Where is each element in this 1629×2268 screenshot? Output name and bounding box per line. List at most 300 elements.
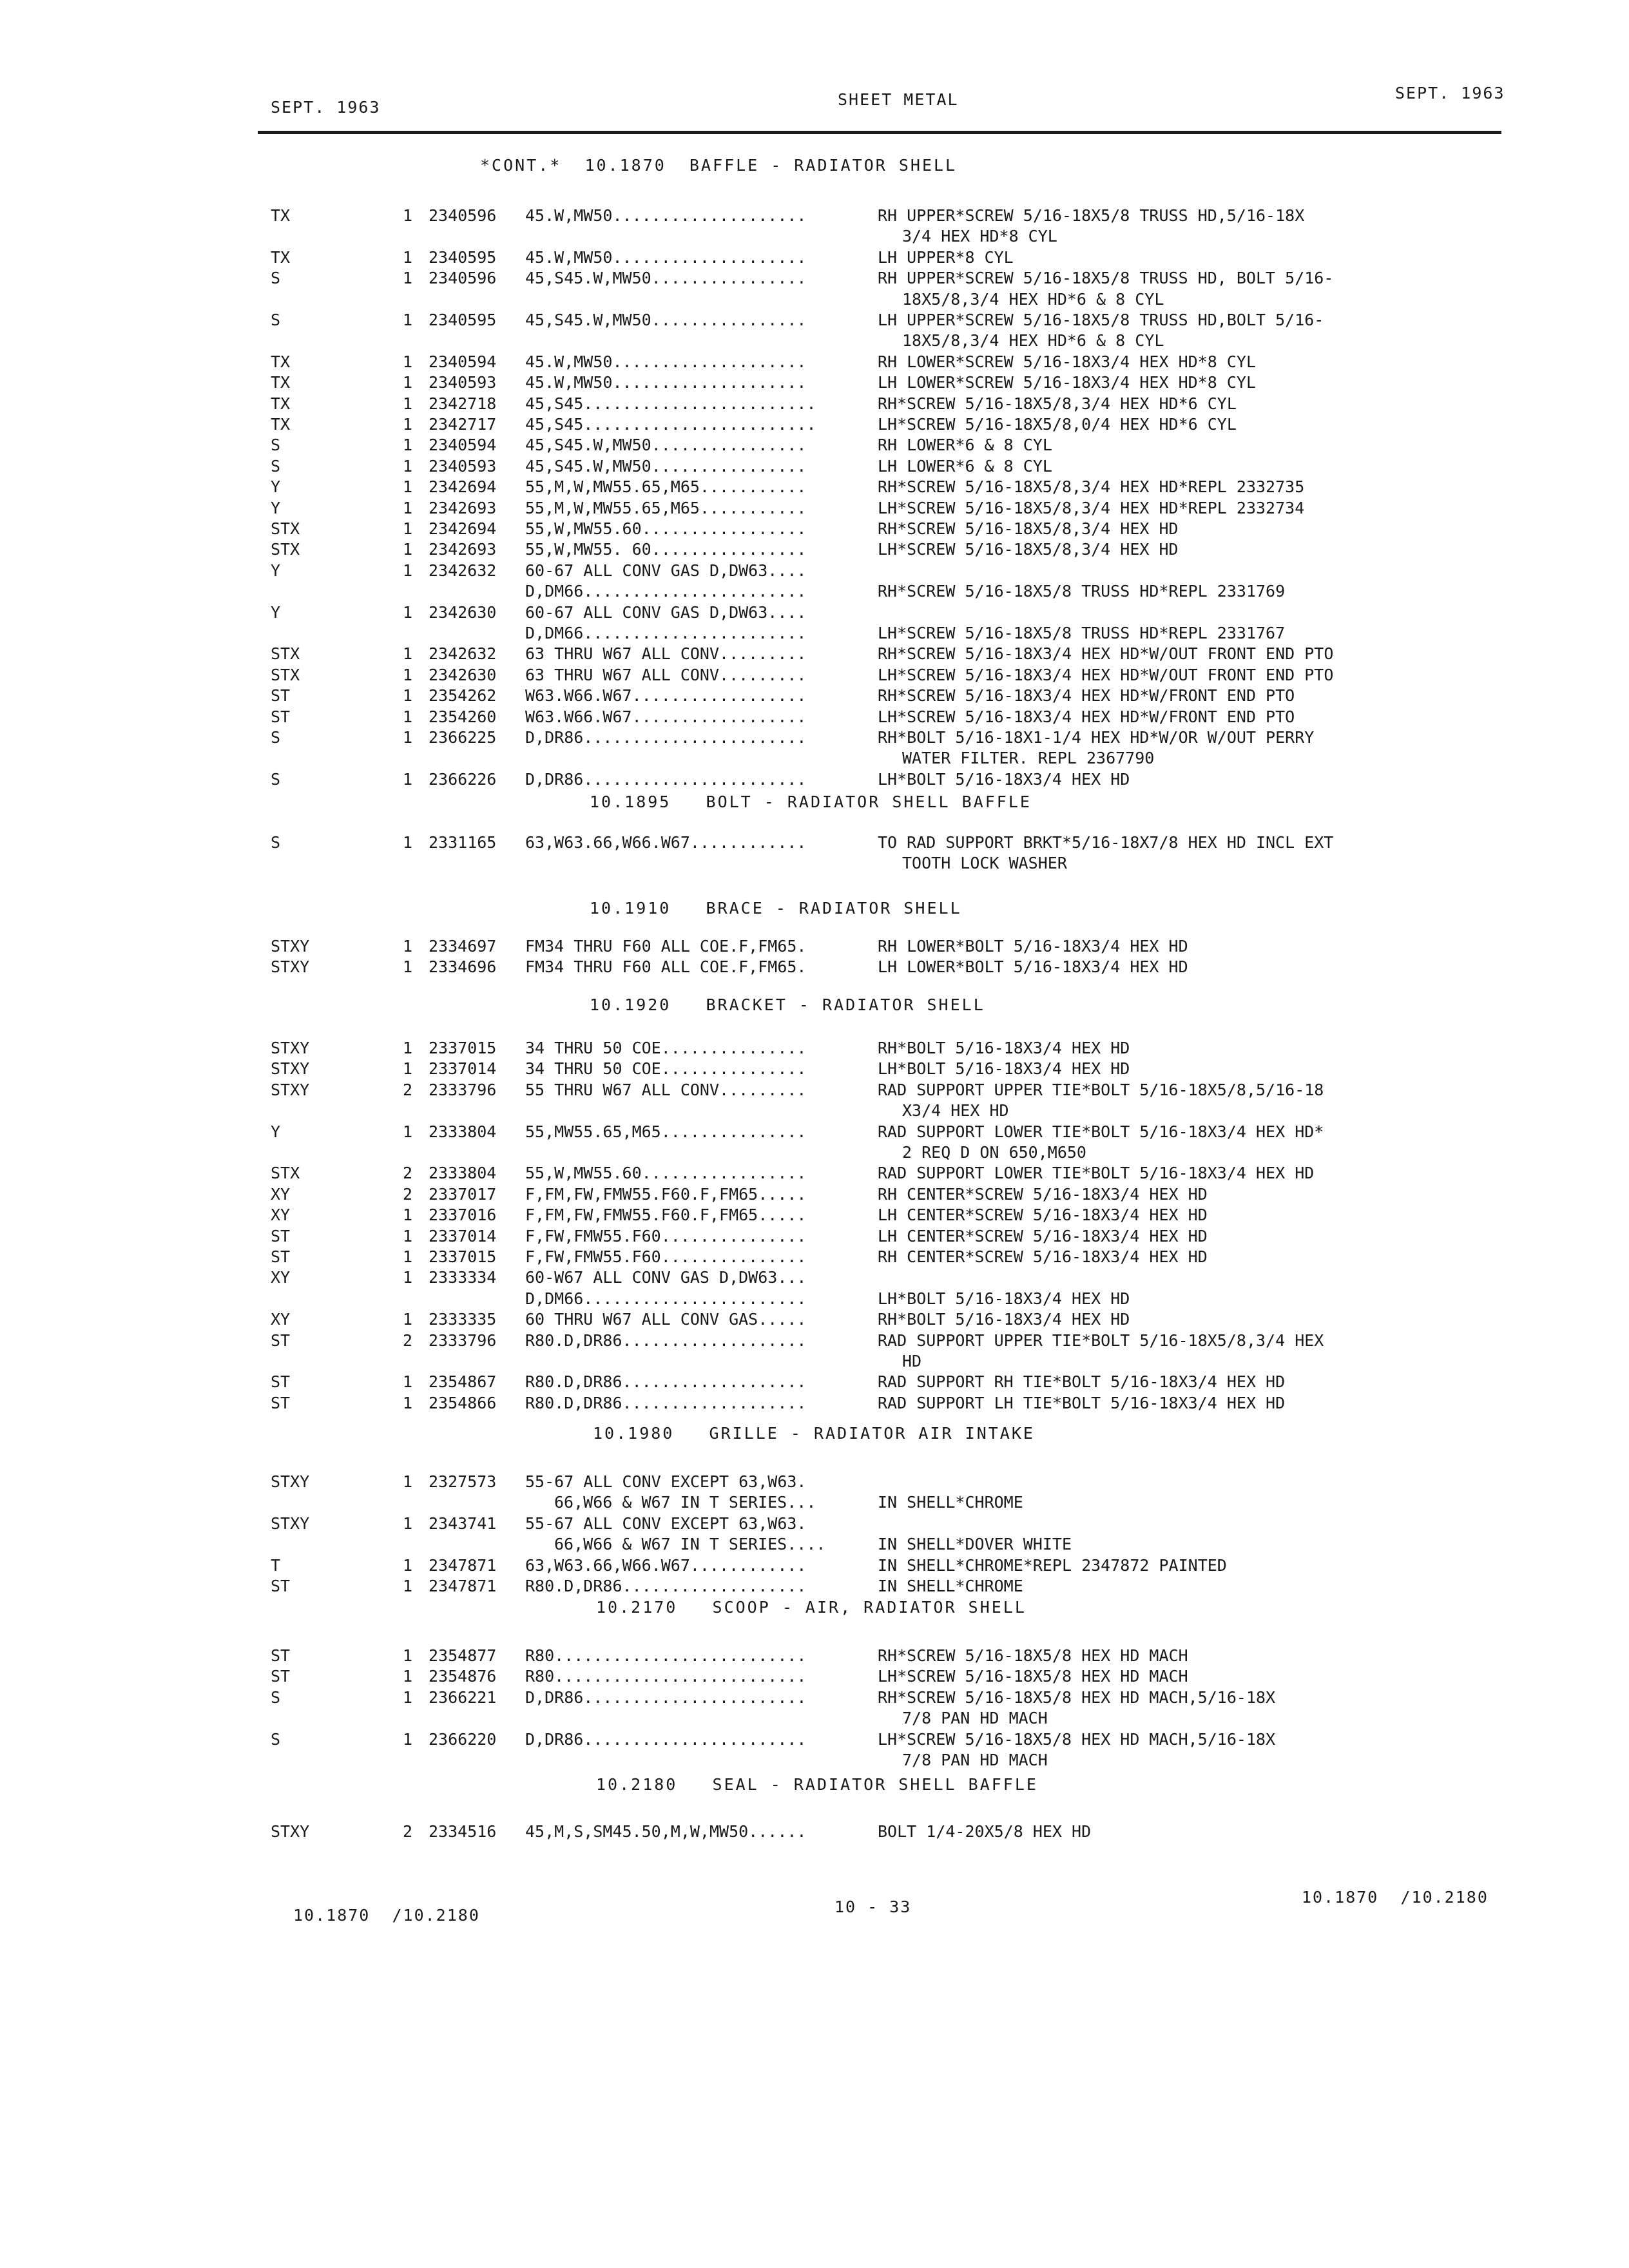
model-applicability: 45.W,MW50....................	[525, 373, 807, 392]
quantity: 1	[403, 247, 413, 267]
part-description: RH*SCREW 5/16-18X5/8,3/4 HEX HD	[878, 519, 1179, 538]
model-applicability: R80..........................	[525, 1646, 807, 1665]
quantity: 2	[403, 1080, 413, 1099]
part-number: 2337015	[429, 1247, 497, 1266]
part-number: 2333335	[429, 1310, 497, 1329]
model-applicability: 55-67 ALL CONV EXCEPT 63,W63.	[525, 1472, 807, 1491]
vehicle-code: STXY	[271, 1822, 310, 1841]
model-applicability: 55,M,W,MW55.65,M65...........	[525, 477, 807, 497]
quantity: 1	[403, 833, 413, 852]
model-applicability: D,DR86.......................	[525, 1729, 807, 1749]
description-continuation: IN SHELL*DOVER WHITE	[878, 1535, 1072, 1554]
vehicle-code: STX	[271, 644, 300, 664]
part-row	[0, 1247, 1629, 1268]
model-applicability: 45,S45........................	[525, 394, 816, 413]
part-description: RH LOWER*SCREW 5/16-18X3/4 HEX HD*8 CYL	[878, 352, 1256, 371]
model-applicability: 60-67 ALL CONV GAS D,DW63....	[525, 561, 807, 580]
part-row	[0, 1164, 1629, 1184]
part-row	[0, 1206, 1629, 1226]
part-number: 2334516	[429, 1822, 497, 1841]
part-description: RAD SUPPORT LOWER TIE*BOLT 5/16-18X3/4 HEX HD*	[878, 1122, 1324, 1141]
quantity: 1	[403, 1729, 413, 1749]
model-applicability: R80.D,DR86...................	[525, 1372, 807, 1392]
quantity: 1	[403, 957, 413, 977]
part-row	[0, 644, 1629, 665]
part-number: 2337017	[429, 1184, 497, 1204]
quantity: 2	[403, 1822, 413, 1841]
part-description: RAD SUPPORT LOWER TIE*BOLT 5/16-18X3/4 HEX HD	[878, 1164, 1315, 1183]
part-description: RH*SCREW 5/16-18X5/8 HEX HD MACH,5/16-18X	[878, 1687, 1276, 1707]
part-description: RAD SUPPORT UPPER TIE*BOLT 5/16-18X5/8,5/16-18	[878, 1080, 1324, 1099]
description-continuation: WATER FILTER. REPL 2367790	[902, 749, 1155, 768]
part-number: 2342693	[429, 498, 497, 517]
description-continuation: X3/4 HEX HD	[902, 1101, 1009, 1120]
model-applicability: F,FM,FW,FMW55.F60.F,FM65.....	[525, 1206, 807, 1225]
section-title: 10.2170 SCOOP - AIR, RADIATOR SHELL	[596, 1598, 1027, 1617]
model-applicability: F,FM,FW,FMW55.F60.F,FM65.....	[525, 1184, 807, 1204]
description-continuation: 18X5/8,3/4 HEX HD*6 & 8 CYL	[902, 289, 1164, 309]
vehicle-code: S	[271, 769, 281, 789]
quantity: 1	[403, 644, 413, 664]
part-description: LH LOWER*SCREW 5/16-18X3/4 HEX HD*8 CYL	[878, 373, 1256, 392]
quantity: 1	[403, 728, 413, 747]
quantity: 1	[403, 394, 413, 413]
quantity: 1	[403, 1039, 413, 1057]
part-number: 2342694	[429, 477, 497, 497]
part-description: RH UPPER*SCREW 5/16-18X5/8 TRUSS HD, BOLT 5/16-	[878, 269, 1334, 288]
model-continuation: D,DM66.......................	[525, 624, 807, 642]
part-row	[0, 540, 1629, 561]
part-number: 2334697	[429, 937, 497, 956]
model-applicability: 45,M,S,SM45.50,M,W,MW50......	[525, 1822, 807, 1841]
quantity: 1	[403, 456, 413, 476]
part-number: 2366226	[429, 769, 497, 789]
quantity: 1	[403, 1393, 413, 1412]
quantity: 1	[403, 1268, 413, 1287]
model-applicability: 45,S45.W,MW50................	[525, 311, 807, 329]
vehicle-code: ST	[271, 1226, 291, 1245]
part-number: 2342630	[429, 665, 497, 684]
part-description: RH LOWER*6 & 8 CYL	[878, 436, 1052, 455]
quantity: 1	[403, 1206, 413, 1225]
vehicle-code: ST	[271, 1393, 291, 1412]
model-applicability: D,DR86.......................	[525, 728, 807, 747]
vehicle-code: ST	[271, 1247, 291, 1266]
model-applicability: R80.D,DR86...................	[525, 1331, 807, 1350]
model-continuation: 66,W66 & W67 IN T SERIES....	[554, 1535, 826, 1554]
part-row	[0, 1331, 1629, 1352]
part-description: RH*SCREW 5/16-18X3/4 HEX HD*W/FRONT END PTO	[878, 686, 1295, 706]
part-number: 2333804	[429, 1122, 497, 1141]
vehicle-code: STXY	[271, 1080, 310, 1099]
vehicle-code: TX	[271, 247, 291, 267]
vehicle-code: STX	[271, 1164, 300, 1183]
vehicle-code: Y	[271, 1122, 281, 1141]
model-continuation: D,DM66.......................	[525, 1289, 807, 1308]
part-row	[0, 457, 1629, 477]
vehicle-code: STX	[271, 540, 300, 559]
part-number: 2340594	[429, 436, 497, 455]
quantity: 1	[403, 1472, 413, 1491]
description-continuation: LH*SCREW 5/16-18X5/8 TRUSS HD*REPL 2331767	[878, 624, 1286, 642]
part-description: LH*SCREW 5/16-18X3/4 HEX HD*W/FRONT END PTO	[878, 707, 1295, 726]
model-applicability: 34 THRU 50 COE...............	[525, 1059, 807, 1079]
part-row	[0, 206, 1629, 227]
vehicle-code: XY	[271, 1206, 291, 1225]
vehicle-code: STX	[271, 519, 300, 538]
description-continuation: TOOTH LOCK WASHER	[902, 854, 1067, 873]
part-number: 2354260	[429, 707, 497, 726]
description-continuation: RH*SCREW 5/16-18X5/8 TRUSS HD*REPL 2331769	[878, 582, 1286, 601]
quantity: 1	[403, 1310, 413, 1329]
model-applicability: 45.W,MW50....................	[525, 247, 807, 267]
header-date-right: SEPT. 1963	[1395, 84, 1505, 102]
part-row	[0, 1227, 1629, 1247]
model-applicability: 45.W,MW50....................	[525, 206, 807, 225]
part-number: 2354262	[429, 686, 497, 706]
quantity: 2	[403, 1331, 413, 1350]
part-row	[0, 1514, 1629, 1535]
part-number: 2342694	[429, 519, 497, 538]
quantity: 1	[403, 1122, 413, 1141]
model-applicability: D,DR86.......................	[525, 1687, 807, 1707]
part-row	[0, 1646, 1629, 1667]
quantity: 1	[403, 519, 413, 538]
part-description: RH CENTER*SCREW 5/16-18X3/4 HEX HD	[878, 1184, 1208, 1204]
part-number: 2340593	[429, 456, 497, 476]
part-row	[0, 1822, 1629, 1843]
part-number: 2340593	[429, 373, 497, 392]
vehicle-code: STXY	[271, 1059, 310, 1079]
quantity: 1	[403, 352, 413, 371]
part-number: 2354877	[429, 1646, 497, 1665]
part-number: 2337015	[429, 1039, 497, 1057]
part-number: 2354866	[429, 1393, 497, 1412]
vehicle-code: ST	[271, 707, 291, 726]
part-description: RH*SCREW 5/16-18X5/8,3/4 HEX HD*6 CYL	[878, 394, 1237, 413]
part-row	[0, 1039, 1629, 1059]
model-applicability: D,DR86.......................	[525, 769, 807, 789]
part-row	[0, 686, 1629, 707]
part-number: 2331165	[429, 833, 497, 852]
part-row	[0, 1268, 1629, 1289]
vehicle-code: XY	[271, 1310, 291, 1329]
part-row	[0, 436, 1629, 456]
vehicle-code: TX	[271, 415, 291, 434]
part-description: RH CENTER*SCREW 5/16-18X3/4 HEX HD	[878, 1247, 1208, 1266]
model-applicability: 63 THRU W67 ALL CONV.........	[525, 644, 807, 664]
model-applicability: 55,MW55.65,M65...............	[525, 1122, 807, 1141]
model-applicability: FM34 THRU F60 ALL COE.F,FM65.	[525, 937, 807, 956]
part-row	[0, 352, 1629, 373]
part-number: 2333804	[429, 1164, 497, 1183]
vehicle-code: S	[271, 456, 281, 476]
part-description: LH*SCREW 5/16-18X5/8 HEX HD MACH	[878, 1667, 1188, 1686]
vehicle-code: STXY	[271, 1472, 310, 1491]
quantity: 1	[403, 1667, 413, 1686]
part-description: LH LOWER*BOLT 5/16-18X3/4 HEX HD	[878, 957, 1188, 977]
section-title: *CONT.* 10.1870 BAFFLE - RADIATOR SHELL	[480, 156, 958, 175]
description-continuation: 2 REQ D ON 650,M650	[902, 1143, 1086, 1162]
model-applicability: 63,W63.66,W66.W67............	[525, 833, 807, 852]
vehicle-code: TX	[271, 394, 291, 413]
part-number: 2342693	[429, 540, 497, 559]
part-row	[0, 707, 1629, 728]
model-applicability: 60-W67 ALL CONV GAS D,DW63...	[525, 1268, 807, 1287]
part-number: 2366225	[429, 728, 497, 747]
part-description: LH UPPER*8 CYL	[878, 247, 1014, 267]
vehicle-code: STX	[271, 665, 300, 684]
header-date-left: SEPT. 1963	[271, 98, 381, 117]
quantity: 1	[403, 311, 413, 329]
part-number: 2347871	[429, 1555, 497, 1575]
vehicle-code: S	[271, 833, 281, 852]
part-row	[0, 1556, 1629, 1577]
part-description: RH*SCREW 5/16-18X5/8 HEX HD MACH	[878, 1646, 1188, 1665]
part-row	[0, 957, 1629, 978]
quantity: 1	[403, 686, 413, 706]
model-continuation: 66,W66 & W67 IN T SERIES...	[554, 1493, 816, 1512]
description-continuation: 18X5/8,3/4 HEX HD*6 & 8 CYL	[902, 331, 1164, 351]
vehicle-code: STXY	[271, 1514, 310, 1533]
model-applicability: 45,S45.W,MW50................	[525, 436, 807, 455]
part-number: 2343741	[429, 1514, 497, 1533]
part-description: LH CENTER*SCREW 5/16-18X3/4 HEX HD	[878, 1226, 1208, 1245]
page-number: 10 - 33	[834, 1898, 912, 1916]
quantity: 1	[403, 1247, 413, 1266]
part-description: RAD SUPPORT LH TIE*BOLT 5/16-18X3/4 HEX HD	[878, 1393, 1286, 1412]
part-row	[0, 1059, 1629, 1080]
model-applicability: W63.W66.W67..................	[525, 686, 807, 706]
vehicle-code: S	[271, 1687, 281, 1707]
model-applicability: 55,W,MW55.60.................	[525, 519, 807, 538]
part-row	[0, 415, 1629, 436]
part-number: 2354876	[429, 1667, 497, 1686]
part-number: 2366221	[429, 1687, 497, 1707]
part-description: LH*SCREW 5/16-18X5/8,3/4 HEX HD	[878, 540, 1179, 559]
part-description: RH LOWER*BOLT 5/16-18X3/4 HEX HD	[878, 937, 1188, 956]
vehicle-code: ST	[271, 1646, 291, 1665]
section-title: 10.2180 SEAL - RADIATOR SHELL BAFFLE	[596, 1775, 1038, 1794]
part-row	[0, 311, 1629, 331]
vehicle-code: TX	[271, 206, 291, 225]
part-row	[0, 1667, 1629, 1687]
vehicle-code: XY	[271, 1184, 291, 1204]
part-row	[0, 1185, 1629, 1206]
part-number: 2334696	[429, 957, 497, 977]
model-applicability: 55,W,MW55. 60................	[525, 540, 807, 559]
model-applicability: R80.D,DR86...................	[525, 1577, 807, 1595]
model-continuation: D,DM66.......................	[525, 582, 807, 601]
vehicle-code: Y	[271, 498, 281, 517]
quantity: 1	[403, 436, 413, 455]
part-row	[0, 1122, 1629, 1143]
vehicle-code: TX	[271, 352, 291, 371]
model-applicability: F,FW,FMW55.F60...............	[525, 1247, 807, 1266]
part-row	[0, 499, 1629, 519]
model-applicability: 45,S45.W,MW50................	[525, 456, 807, 476]
part-row	[0, 269, 1629, 289]
section-title: 10.1895 BOLT - RADIATOR SHELL BAFFLE	[590, 793, 1032, 811]
part-row	[0, 833, 1629, 854]
vehicle-code: S	[271, 269, 281, 288]
quantity: 1	[403, 769, 413, 789]
model-applicability: 63,W63.66,W66.W67............	[525, 1555, 807, 1575]
vehicle-code: S	[271, 311, 281, 329]
part-row	[0, 477, 1629, 498]
quantity: 1	[403, 1059, 413, 1079]
model-applicability: 63 THRU W67 ALL CONV.........	[525, 665, 807, 684]
part-number: 2342632	[429, 644, 497, 664]
part-number: 2333796	[429, 1080, 497, 1099]
part-description: RH*BOLT 5/16-18X1-1/4 HEX HD*W/OR W/OUT PERRY	[878, 728, 1315, 747]
quantity: 1	[403, 1514, 413, 1533]
part-number: 2342630	[429, 602, 497, 622]
vehicle-code: S	[271, 728, 281, 747]
description-continuation: 7/8 PAN HD MACH	[902, 1709, 1048, 1728]
part-description: LH*SCREW 5/16-18X5/8,0/4 HEX HD*6 CYL	[878, 415, 1237, 434]
part-number: 2337014	[429, 1059, 497, 1079]
vehicle-code: ST	[271, 686, 291, 706]
part-description: BOLT 1/4-20X5/8 HEX HD	[878, 1822, 1092, 1841]
quantity: 2	[403, 1184, 413, 1204]
part-row	[0, 1730, 1629, 1751]
quantity: 1	[403, 206, 413, 225]
model-applicability: 60-67 ALL CONV GAS D,DW63....	[525, 602, 807, 622]
quantity: 1	[403, 707, 413, 726]
vehicle-code: STXY	[271, 1039, 310, 1057]
part-row	[0, 728, 1629, 749]
vehicle-code: ST	[271, 1577, 291, 1595]
part-description: LH CENTER*SCREW 5/16-18X3/4 HEX HD	[878, 1206, 1208, 1225]
quantity: 1	[403, 540, 413, 559]
part-description: IN SHELL*CHROME*REPL 2347872 PAINTED	[878, 1555, 1227, 1575]
part-description: RH*BOLT 5/16-18X3/4 HEX HD	[878, 1039, 1130, 1057]
quantity: 1	[403, 415, 413, 434]
part-row	[0, 1372, 1629, 1393]
vehicle-code: ST	[271, 1372, 291, 1392]
model-applicability: 45,S45........................	[525, 415, 816, 434]
vehicle-code: Y	[271, 602, 281, 622]
model-applicability: 34 THRU 50 COE...............	[525, 1039, 807, 1057]
description-continuation: 3/4 HEX HD*8 CYL	[902, 227, 1057, 246]
quantity: 1	[403, 1687, 413, 1707]
part-description: RAD SUPPORT RH TIE*BOLT 5/16-18X3/4 HEX HD	[878, 1372, 1286, 1392]
vehicle-code: XY	[271, 1268, 291, 1287]
part-number: 2337014	[429, 1226, 497, 1245]
part-number: 2342718	[429, 394, 497, 413]
section-title: 10.1910 BRACE - RADIATOR SHELL	[590, 899, 962, 918]
vehicle-code: STXY	[271, 937, 310, 956]
description-continuation: 7/8 PAN HD MACH	[902, 1751, 1048, 1769]
quantity: 1	[403, 937, 413, 956]
part-number: 2366220	[429, 1729, 497, 1749]
header-rule	[258, 131, 1501, 134]
header-title: SHEET METAL	[838, 90, 959, 109]
vehicle-code: Y	[271, 561, 281, 580]
model-applicability: W63.W66.W67..................	[525, 707, 807, 726]
part-number: 2340594	[429, 352, 497, 371]
part-row	[0, 1472, 1629, 1493]
part-number: 2340596	[429, 206, 497, 225]
part-description: RH*SCREW 5/16-18X5/8,3/4 HEX HD*REPL 2332735	[878, 477, 1305, 497]
vehicle-code: S	[271, 1729, 281, 1749]
model-applicability: R80.D,DR86...................	[525, 1393, 807, 1412]
part-row	[0, 561, 1629, 582]
quantity: 1	[403, 665, 413, 684]
part-number: 2354867	[429, 1372, 497, 1392]
part-description: LH*BOLT 5/16-18X3/4 HEX HD	[878, 769, 1130, 789]
part-description: LH*BOLT 5/16-18X3/4 HEX HD	[878, 1059, 1130, 1079]
part-row	[0, 770, 1629, 791]
section-title: 10.1980 GRILLE - RADIATOR AIR INTAKE	[593, 1424, 1035, 1443]
part-description: RAD SUPPORT UPPER TIE*BOLT 5/16-18X5/8,3/4 HEX	[878, 1331, 1324, 1350]
vehicle-code: TX	[271, 373, 291, 392]
part-number: 2342717	[429, 415, 497, 434]
part-row	[0, 1577, 1629, 1597]
section-title: 10.1920 BRACKET - RADIATOR SHELL	[590, 995, 985, 1014]
part-number: 2347871	[429, 1577, 497, 1595]
part-row	[0, 373, 1629, 394]
part-number: 2337016	[429, 1206, 497, 1225]
description-continuation: IN SHELL*CHROME	[878, 1493, 1023, 1512]
part-row	[0, 666, 1629, 686]
part-description: LH*SCREW 5/16-18X5/8 HEX HD MACH,5/16-18X	[878, 1729, 1276, 1749]
vehicle-code: S	[271, 436, 281, 455]
model-applicability: 45,S45.W,MW50................	[525, 269, 807, 288]
model-applicability: 55,M,W,MW55.65,M65...........	[525, 498, 807, 517]
part-description: LH*SCREW 5/16-18X3/4 HEX HD*W/OUT FRONT END PTO	[878, 665, 1334, 684]
vehicle-code: Y	[271, 477, 281, 497]
footer-range-right: 10.1870 /10.2180	[1302, 1888, 1489, 1907]
part-number: 2340596	[429, 269, 497, 288]
part-row	[0, 1081, 1629, 1101]
part-row	[0, 394, 1629, 415]
part-number: 2333796	[429, 1331, 497, 1350]
model-applicability: 45.W,MW50....................	[525, 352, 807, 371]
footer-range-left: 10.1870 /10.2180	[293, 1906, 480, 1925]
model-applicability: 55 THRU W67 ALL CONV.........	[525, 1080, 807, 1099]
part-row	[0, 1688, 1629, 1709]
part-row	[0, 248, 1629, 269]
part-description: RH UPPER*SCREW 5/16-18X5/8 TRUSS HD,5/16-18X	[878, 206, 1305, 225]
quantity: 1	[403, 373, 413, 392]
part-row	[0, 1310, 1629, 1331]
vehicle-code: T	[271, 1555, 281, 1575]
part-description: TO RAD SUPPORT BRKT*5/16-18X7/8 HEX HD INCL EXT	[878, 833, 1334, 852]
quantity: 1	[403, 1372, 413, 1392]
part-description: RH*BOLT 5/16-18X3/4 HEX HD	[878, 1310, 1130, 1329]
part-number: 2342632	[429, 561, 497, 580]
part-number: 2340595	[429, 247, 497, 267]
part-description: LH*SCREW 5/16-18X5/8,3/4 HEX HD*REPL 2332734	[878, 498, 1305, 517]
model-applicability: 55-67 ALL CONV EXCEPT 63,W63.	[525, 1514, 807, 1533]
vehicle-code: ST	[271, 1667, 291, 1686]
model-applicability: F,FW,FMW55.F60...............	[525, 1226, 807, 1245]
part-row	[0, 1394, 1629, 1414]
part-description: IN SHELL*CHROME	[878, 1577, 1023, 1595]
quantity: 1	[403, 1226, 413, 1245]
part-number: 2340595	[429, 311, 497, 329]
quantity: 1	[403, 269, 413, 288]
quantity: 1	[403, 477, 413, 497]
vehicle-code: ST	[271, 1331, 291, 1350]
model-applicability: FM34 THRU F60 ALL COE.F,FM65.	[525, 957, 807, 977]
quantity: 1	[403, 1646, 413, 1665]
part-description: LH UPPER*SCREW 5/16-18X5/8 TRUSS HD,BOLT 5/16-	[878, 311, 1324, 329]
description-continuation: LH*BOLT 5/16-18X3/4 HEX HD	[878, 1289, 1130, 1308]
part-row	[0, 603, 1629, 624]
